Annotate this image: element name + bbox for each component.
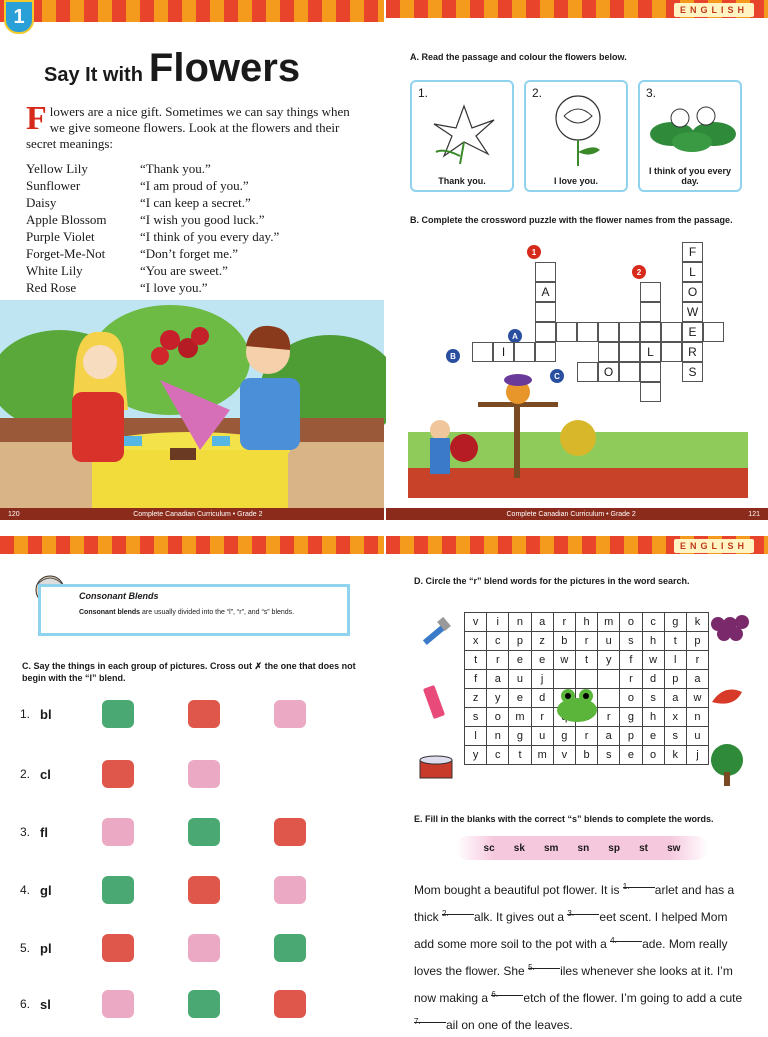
word-search-cell[interactable]: g bbox=[620, 708, 642, 727]
prawn-icon bbox=[704, 678, 750, 718]
flower-name: Yellow Lily bbox=[26, 161, 88, 176]
row-number: 1. bbox=[20, 707, 31, 721]
grass-icon[interactable] bbox=[96, 872, 140, 908]
word-search-cell[interactable]: r bbox=[575, 727, 597, 746]
card-caption: I think of you every day. bbox=[648, 166, 732, 186]
word-search-cell[interactable]: a bbox=[487, 670, 509, 689]
word-search-cell[interactable]: c bbox=[487, 632, 509, 651]
flower-meaning: “Thank you.” bbox=[140, 161, 211, 176]
page-footer bbox=[386, 508, 768, 520]
word-search-cell[interactable]: z bbox=[531, 632, 553, 651]
top-border-stripe bbox=[386, 0, 768, 18]
crossword-cell[interactable]: O bbox=[682, 282, 703, 302]
word-search-cell[interactable]: m bbox=[509, 708, 531, 727]
word-search-cell[interactable]: m bbox=[531, 746, 553, 765]
blank-number: 4. bbox=[610, 936, 617, 945]
story-segment bbox=[414, 1018, 573, 1032]
card-number: 1. bbox=[418, 86, 429, 100]
blank-number: 7. bbox=[414, 1017, 421, 1026]
word-search-cell[interactable]: t bbox=[509, 746, 531, 765]
info-heading: Consonant Blends bbox=[79, 591, 159, 601]
word-search-cell[interactable]: s bbox=[664, 727, 686, 746]
word-search-cell[interactable]: e bbox=[509, 689, 531, 708]
blend-label: pl bbox=[40, 940, 52, 956]
crossword-clue-1: 1 bbox=[527, 245, 541, 259]
flower-meanings-list bbox=[26, 160, 356, 296]
drum-icon bbox=[416, 754, 456, 782]
story-text: eet scent. I helped Mom add some more soil to the pot bbox=[414, 910, 728, 951]
crossword-cell[interactable]: O bbox=[598, 362, 619, 382]
blend-label: fl bbox=[40, 824, 48, 840]
snake-icon[interactable] bbox=[268, 986, 312, 1022]
crossword-clue-a: A bbox=[508, 329, 522, 343]
word-search-cell[interactable]: g bbox=[664, 613, 686, 632]
word-search-cell[interactable]: l bbox=[465, 727, 487, 746]
word-search-cell[interactable]: c bbox=[642, 613, 664, 632]
blend-option: st bbox=[639, 842, 648, 854]
subject-tag: ENGLISH bbox=[674, 539, 754, 553]
word-search-cell[interactable]: s bbox=[642, 689, 664, 708]
story-text: ail on one of the leaves. bbox=[446, 1018, 573, 1032]
word-search-cell[interactable]: g bbox=[509, 727, 531, 746]
crossword-cell[interactable]: W bbox=[682, 302, 703, 322]
intro-text: lowers are a nice gift. Sometimes we can say things when we give someone flowers. Look at the flowers and their secret meanings: bbox=[26, 104, 350, 151]
page-r-s-blends bbox=[386, 530, 768, 1032]
flower-card-1[interactable] bbox=[410, 80, 514, 192]
info-body-rest: are usually divided into the “l”, “r”, and “s” blends. bbox=[140, 609, 295, 616]
plane-icon[interactable] bbox=[96, 930, 140, 966]
word-search-cell[interactable]: p bbox=[664, 670, 686, 689]
blank-input[interactable] bbox=[528, 956, 560, 972]
crossword-cell[interactable] bbox=[598, 322, 619, 342]
blank-number: 5. bbox=[528, 963, 535, 972]
word-search-cell[interactable]: r bbox=[553, 613, 575, 632]
crossword-clue-c: C bbox=[550, 369, 564, 383]
word-search-cell[interactable]: r bbox=[686, 651, 708, 670]
crossword-cell[interactable] bbox=[556, 322, 577, 342]
word-search-cell[interactable]: e bbox=[620, 746, 642, 765]
crossword-cell[interactable] bbox=[577, 322, 598, 342]
blend-option: sm bbox=[543, 842, 559, 854]
crossword-cell[interactable]: F bbox=[682, 242, 703, 262]
word-search-cell[interactable]: a bbox=[664, 689, 686, 708]
word-search-cell[interactable]: y bbox=[487, 689, 509, 708]
word-search-cell[interactable]: x bbox=[664, 708, 686, 727]
blank-input[interactable] bbox=[610, 929, 642, 945]
card-number: 3. bbox=[646, 86, 657, 100]
blank-input[interactable] bbox=[491, 983, 523, 999]
crossword-cell[interactable] bbox=[661, 342, 682, 362]
word-search-cell[interactable]: n bbox=[487, 727, 509, 746]
word-search-cell[interactable]: c bbox=[487, 746, 509, 765]
word-search-cell[interactable]: e bbox=[509, 651, 531, 670]
word-search-cell[interactable]: r bbox=[598, 708, 620, 727]
crossword-cell[interactable] bbox=[640, 322, 661, 342]
word-search-cell[interactable]: t bbox=[465, 651, 487, 670]
blocks-icon[interactable] bbox=[96, 696, 140, 732]
info-body-bold: Consonant blends bbox=[79, 609, 141, 616]
instruction-c: C. Say the things in each group of pictures. Cross out ✗ the one that does not begin with the “l” blend. bbox=[22, 661, 356, 683]
top-border-stripe bbox=[0, 0, 384, 22]
blank-number: 3. bbox=[567, 909, 575, 918]
instruction-b: B. Complete the crossword puzzle with the flower names from the passage. bbox=[410, 215, 733, 225]
glass-icon[interactable] bbox=[182, 872, 226, 908]
story-text: alk. It gives out a bbox=[474, 910, 568, 924]
s-blend-options bbox=[456, 836, 708, 860]
blend-row-sl bbox=[20, 986, 354, 1022]
sled-icon[interactable] bbox=[182, 986, 226, 1022]
word-search-cell[interactable]: k bbox=[686, 613, 708, 632]
blouse-icon[interactable] bbox=[268, 696, 312, 732]
word-search-cell[interactable]: b bbox=[553, 632, 575, 651]
blank-input[interactable] bbox=[622, 875, 655, 891]
word-search-cell[interactable]: f bbox=[465, 670, 487, 689]
flower-meaning: “Don’t forget me.” bbox=[140, 246, 239, 261]
flower-name: Purple Violet bbox=[26, 229, 95, 244]
crossword-cell[interactable] bbox=[535, 322, 556, 342]
footer-book-title: Complete Canadian Curriculum • Grade 2 bbox=[133, 510, 263, 518]
crossword-clue-b: B bbox=[446, 349, 460, 363]
word-search-row bbox=[465, 632, 709, 651]
meaning-row bbox=[26, 228, 356, 245]
word-search-row bbox=[465, 746, 709, 765]
meaning-row bbox=[26, 279, 356, 296]
blend-row-cl bbox=[20, 756, 354, 792]
word-search-cell[interactable]: h bbox=[575, 613, 597, 632]
word-search-cell[interactable]: z bbox=[465, 689, 487, 708]
flower-name: Apple Blossom bbox=[26, 212, 107, 227]
word-search-cell[interactable]: r bbox=[531, 708, 553, 727]
crossword-cell[interactable]: L bbox=[682, 262, 703, 282]
page-number: 120 bbox=[8, 510, 20, 518]
crossword-cell[interactable] bbox=[661, 322, 682, 342]
flower-name: Sunflower bbox=[26, 178, 81, 193]
page-number: 121 bbox=[748, 510, 760, 518]
page-consonant-blends bbox=[0, 530, 384, 1024]
crown-icon[interactable] bbox=[96, 756, 140, 792]
flower-meaning: “I love you.” bbox=[140, 280, 208, 295]
violet-icon bbox=[642, 86, 742, 166]
word-search-cell[interactable]: s bbox=[620, 632, 642, 651]
blend-row-pl bbox=[20, 930, 354, 966]
word-search-row bbox=[465, 651, 709, 670]
word-search-cell[interactable]: y bbox=[598, 651, 620, 670]
blank-input[interactable] bbox=[567, 902, 599, 918]
title-big: Flowers bbox=[148, 46, 301, 90]
page-title bbox=[44, 46, 300, 91]
crossword-cell[interactable] bbox=[619, 322, 640, 342]
flower-icon[interactable] bbox=[96, 814, 140, 850]
crossword-cell[interactable]: I bbox=[493, 342, 514, 362]
intro-paragraph bbox=[26, 100, 358, 152]
lily-icon bbox=[414, 86, 514, 166]
flower-meaning: “You are sweet.” bbox=[140, 263, 228, 278]
word-search-cell[interactable]: m bbox=[598, 613, 620, 632]
word-search-cell[interactable]: p bbox=[686, 632, 708, 651]
word-search-cell[interactable]: w bbox=[553, 651, 575, 670]
fly-icon[interactable] bbox=[268, 814, 312, 850]
restaurant-illustration bbox=[0, 300, 384, 508]
blank-number: 6. bbox=[491, 990, 499, 999]
word-search-cell[interactable]: s bbox=[598, 746, 620, 765]
word-search-cell[interactable]: e bbox=[642, 727, 664, 746]
flower-name: White Lily bbox=[26, 263, 83, 278]
word-search-cell[interactable]: g bbox=[553, 727, 575, 746]
top-border-stripe bbox=[386, 536, 768, 554]
word-search-cell[interactable]: o bbox=[642, 746, 664, 765]
word-search-cell[interactable]: o bbox=[487, 708, 509, 727]
blend-label: bl bbox=[40, 706, 52, 722]
meaning-row bbox=[26, 262, 356, 279]
word-search-cell[interactable]: t bbox=[575, 651, 597, 670]
crossword-cell[interactable]: A bbox=[535, 282, 556, 302]
page-121 bbox=[386, 0, 768, 520]
title-small: Say It with bbox=[44, 64, 143, 86]
crossword-cell[interactable] bbox=[619, 342, 640, 362]
flower-card-3[interactable] bbox=[638, 80, 742, 192]
word-search-cell[interactable]: k bbox=[664, 746, 686, 765]
word-search-row bbox=[465, 727, 709, 746]
word-search-cell[interactable]: u bbox=[509, 670, 531, 689]
crayon-icon bbox=[420, 678, 450, 722]
crossword-cell[interactable] bbox=[535, 262, 556, 282]
word-search-cell[interactable]: d bbox=[642, 670, 664, 689]
grapes-icon bbox=[704, 604, 750, 644]
flower-name: Red Rose bbox=[26, 280, 77, 295]
story-text: ade. Mom really loves the flower. She bbox=[414, 937, 728, 978]
word-search-cell[interactable]: o bbox=[620, 689, 642, 708]
blend-option: sk bbox=[513, 842, 525, 854]
meaning-row bbox=[26, 194, 356, 211]
word-search-cell[interactable]: a bbox=[686, 670, 708, 689]
meaning-row bbox=[26, 177, 356, 194]
story-text: a bbox=[481, 991, 492, 1005]
story-segment bbox=[414, 883, 681, 897]
flower-card-2[interactable] bbox=[524, 80, 628, 192]
story-segment bbox=[481, 991, 742, 1005]
top-border-stripe bbox=[0, 536, 384, 554]
instruction-d: D. Circle the “r” blend words for the pictures in the word search. bbox=[414, 576, 690, 586]
fries-icon[interactable] bbox=[182, 814, 226, 850]
word-search-cell[interactable]: u bbox=[598, 632, 620, 651]
word-search-cell[interactable]: p bbox=[620, 727, 642, 746]
blend-option: sw bbox=[667, 842, 681, 854]
frog-icon bbox=[550, 684, 604, 726]
row-number: 5. bbox=[20, 941, 31, 955]
word-search-cell[interactable]: r bbox=[620, 670, 642, 689]
blend-option: sp bbox=[608, 842, 620, 854]
brush-icon bbox=[416, 610, 456, 650]
word-search-cell[interactable]: y bbox=[465, 746, 487, 765]
slide-icon[interactable] bbox=[96, 986, 140, 1022]
flower-name: Daisy bbox=[26, 195, 57, 210]
unit-badge: 1 bbox=[4, 0, 34, 34]
crossword-cell[interactable] bbox=[535, 342, 556, 362]
flower-meaning: “I wish you good luck.” bbox=[140, 212, 265, 227]
card-number: 2. bbox=[532, 86, 543, 100]
blank-number: 1. bbox=[622, 882, 630, 891]
crossword-cell[interactable] bbox=[640, 282, 661, 302]
blend-label: gl bbox=[40, 882, 52, 898]
row-number: 6. bbox=[20, 997, 31, 1011]
crossword-cell[interactable]: L bbox=[640, 342, 661, 362]
crossword-cell[interactable]: E bbox=[682, 322, 703, 342]
flower-meaning: “I can keep a secret.” bbox=[140, 195, 251, 210]
word-search-cell[interactable]: u bbox=[531, 727, 553, 746]
word-search-cell[interactable]: d bbox=[531, 689, 553, 708]
story-text: Mom bought a beautiful pot flower. It is bbox=[414, 883, 623, 897]
word-search-cell[interactable]: a bbox=[531, 613, 553, 632]
word-search-cell[interactable]: i bbox=[487, 613, 509, 632]
word-search-cell[interactable]: a bbox=[598, 727, 620, 746]
blend-row-gl bbox=[20, 872, 354, 908]
tree-icon bbox=[706, 742, 748, 788]
word-search-cell[interactable]: v bbox=[465, 613, 487, 632]
row-number: 4. bbox=[20, 883, 31, 897]
meaning-row bbox=[26, 245, 356, 262]
blank-input[interactable] bbox=[442, 902, 474, 918]
page-footer bbox=[0, 508, 384, 520]
rose-icon bbox=[528, 86, 628, 166]
row-number: 2. bbox=[20, 767, 31, 781]
flower-meaning: “I am proud of you.” bbox=[140, 178, 249, 193]
footer-book-title: Complete Canadian Curriculum • Grade 2 bbox=[506, 510, 636, 518]
info-body bbox=[79, 607, 337, 618]
instruction-a: A. Read the passage and colour the flowers below. bbox=[410, 52, 627, 62]
fill-in-story bbox=[414, 875, 750, 1037]
card-caption: I love you. bbox=[553, 176, 598, 186]
word-search-cell[interactable]: u bbox=[686, 727, 708, 746]
word-search-cell[interactable]: n bbox=[686, 708, 708, 727]
crossword-cell[interactable] bbox=[703, 322, 724, 342]
crossword-cell[interactable] bbox=[472, 342, 493, 362]
ring-icon[interactable] bbox=[182, 696, 226, 732]
story-text: with a bbox=[575, 937, 611, 951]
meaning-row bbox=[26, 211, 356, 228]
garden-scarecrow-illustration bbox=[408, 372, 748, 498]
blend-option: sn bbox=[577, 842, 590, 854]
crossword-cell[interactable] bbox=[514, 342, 535, 362]
word-search-cell[interactable]: o bbox=[620, 613, 642, 632]
story-text: iles whenever she looks at it. I’m now making bbox=[414, 964, 733, 1005]
word-search-cell[interactable]: l bbox=[664, 651, 686, 670]
flower-name: Forget-Me-Not bbox=[26, 246, 106, 261]
subject-tag: ENGLISH bbox=[674, 3, 754, 17]
present-icon[interactable] bbox=[268, 930, 312, 966]
word-search-cell[interactable]: n bbox=[509, 613, 531, 632]
word-search-cell[interactable]: r bbox=[487, 651, 509, 670]
word-search-cell[interactable]: h bbox=[642, 708, 664, 727]
iron-icon[interactable] bbox=[182, 930, 226, 966]
word-search-cell[interactable]: p bbox=[509, 632, 531, 651]
blank-number: 2. bbox=[442, 909, 449, 918]
word-search-cell[interactable]: r bbox=[575, 632, 597, 651]
word-search-cell[interactable]: t bbox=[664, 632, 686, 651]
flower-meaning: “I think of you every day.” bbox=[140, 229, 280, 244]
word-search-cell[interactable]: v bbox=[553, 746, 575, 765]
blend-label: sl bbox=[40, 996, 51, 1012]
meaning-row bbox=[26, 160, 356, 177]
word-search-cell[interactable]: j bbox=[686, 746, 708, 765]
story-text: and has a thick bbox=[414, 883, 735, 924]
word-search-cell[interactable]: w bbox=[642, 651, 664, 670]
crossword-cell[interactable] bbox=[640, 302, 661, 322]
word-search-cell[interactable]: j bbox=[531, 670, 553, 689]
crossword-cell[interactable]: S bbox=[682, 362, 703, 382]
instruction-e: E. Fill in the blanks with the correct “s” blends to complete the words. bbox=[414, 814, 714, 824]
clock-icon[interactable] bbox=[182, 756, 226, 792]
blend-option: sc bbox=[483, 842, 495, 854]
card-caption: Thank you. bbox=[438, 176, 486, 186]
consonant-blends-info-box bbox=[38, 584, 350, 636]
blend-label: cl bbox=[40, 766, 51, 782]
crossword-cell[interactable] bbox=[598, 342, 619, 362]
word-search-cell[interactable]: h bbox=[642, 632, 664, 651]
word-search-cell[interactable]: x bbox=[465, 632, 487, 651]
story-text: etch of the flower. I’m going to add a cute bbox=[523, 991, 743, 1005]
story-text: arlet bbox=[654, 883, 679, 897]
word-search-cell[interactable]: s bbox=[465, 708, 487, 727]
word-search-cell[interactable]: b bbox=[575, 746, 597, 765]
blend-row-bl bbox=[20, 696, 354, 732]
word-search-cell[interactable]: f bbox=[620, 651, 642, 670]
crossword-cell[interactable] bbox=[535, 302, 556, 322]
crossword-clue-2: 2 bbox=[632, 265, 646, 279]
drop-cap: F bbox=[26, 100, 47, 137]
page-120 bbox=[0, 0, 384, 520]
word-search-cell[interactable]: w bbox=[686, 689, 708, 708]
row-number: 3. bbox=[20, 825, 31, 839]
glue-icon[interactable] bbox=[268, 872, 312, 908]
blend-row-fl bbox=[20, 814, 354, 850]
crossword-cell[interactable]: R bbox=[682, 342, 703, 362]
word-search-cell[interactable]: e bbox=[531, 651, 553, 670]
word-search-row bbox=[465, 613, 709, 632]
blank-input[interactable] bbox=[414, 1010, 446, 1026]
